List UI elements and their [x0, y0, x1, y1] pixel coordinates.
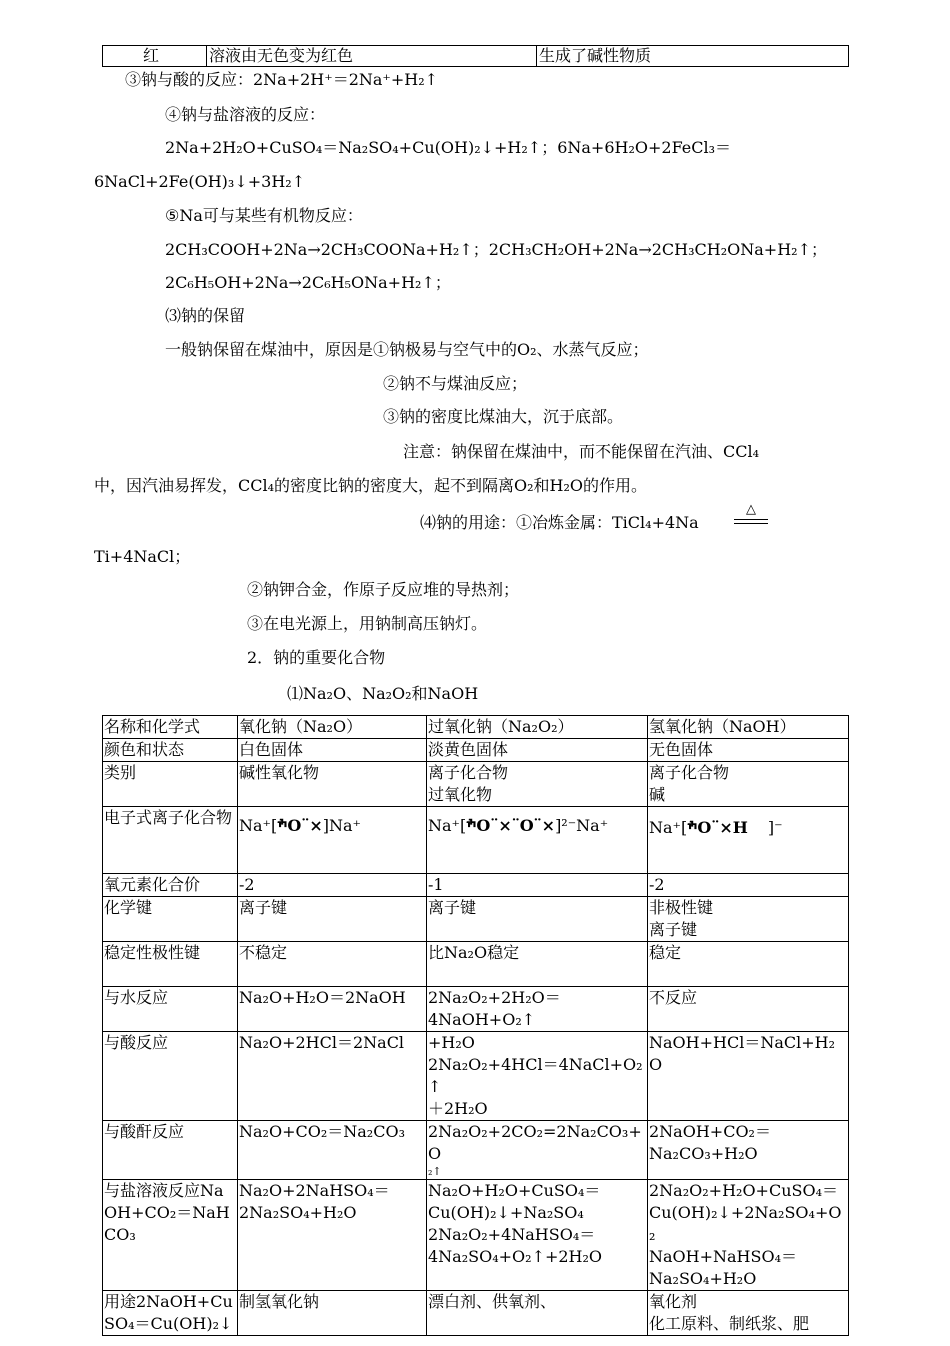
cell	[427, 1180, 648, 1291]
row-label: 与酸反应	[103, 1032, 238, 1121]
cell-line: 化工原料、制纸浆、肥	[649, 1314, 810, 1333]
top-cell-phenomenon: 溶液由无色变为红色	[207, 46, 537, 67]
table-row	[103, 807, 849, 874]
table-row	[103, 874, 849, 897]
row-label: 类别	[103, 762, 238, 807]
table-header-row	[103, 716, 849, 739]
line-organic-equations-2: 2C₆H₅OH+2Na→2C₆H₅ONa+H₂↑；	[165, 273, 451, 292]
cell-line: 非极性键	[649, 898, 714, 917]
cell	[648, 1121, 849, 1180]
line-uses-3: ③在电光源上，用钠制高压钠灯。	[247, 614, 488, 633]
cell	[648, 897, 849, 942]
cell	[427, 1121, 648, 1180]
cell: 漂白剂、供氧剂、	[427, 1291, 648, 1336]
row-label: 氧元素化合价	[103, 874, 238, 897]
row-label: 与盐溶液反应NaOH+CO₂＝NaHCO₃	[103, 1180, 238, 1291]
cell	[427, 987, 648, 1032]
cell-line: 离子键	[649, 920, 698, 939]
cell	[427, 762, 648, 807]
cell-line: Na₂CO₃+H₂O	[649, 1144, 758, 1163]
table-row	[103, 739, 849, 762]
cell-line: Na₂SO₄+H₂O	[649, 1269, 757, 1288]
cell	[648, 1291, 849, 1336]
cell-line: 2Na₂SO₄+H₂O	[239, 1203, 357, 1222]
line-uses-1: ⑷钠的用途：①冶炼金属：TiCl₄+4Na	[420, 513, 699, 532]
cell-line: Cu(OH)₂↓+2Na₂SO₄+O₂	[649, 1203, 842, 1244]
line-note-2: 中，因汽油易挥发，CCl₄的密度比钠的密度大，起不到隔离O₂和H₂O的作用。	[94, 476, 648, 495]
cell	[648, 762, 849, 807]
cell-line: Cu(OH)₂↓+Na₂SO₄	[428, 1203, 584, 1222]
header-na2o: 氧化钠（Na₂O）	[238, 716, 427, 739]
top-table-row	[102, 45, 849, 67]
section-compounds-heading: 2．钠的重要化合物	[247, 648, 386, 667]
cell: 碱性氧化物	[238, 762, 427, 807]
cell: 不稳定	[238, 942, 427, 987]
line-storage-reason-3: ③钠的密度比煤油大，沉于底部。	[383, 407, 624, 426]
electron-formula-na2o	[238, 807, 427, 874]
table-row	[103, 1291, 849, 1336]
cell-line: 2Na₂O₂+2CO₂=2Na₂CO₃+O	[428, 1122, 642, 1163]
electron-dots: ׯO¨×	[277, 816, 323, 835]
line-storage-reason-2: ②钠不与煤油反应；	[383, 374, 528, 393]
line-note-1: 注意：钠保留在煤油中，而不能保留在汽油、CCl₄	[403, 442, 760, 461]
cell: Na₂O+H₂O＝2NaOH	[238, 987, 427, 1032]
table-row	[103, 1032, 849, 1121]
electron-dots: ׯO¨×¨O¨×	[466, 816, 556, 835]
line-storage-reason-1: 一般钠保留在煤油中，原因是①钠极易与空气中的O₂、水蒸气反应；	[165, 340, 649, 359]
row-label: 电子式离子化合物	[103, 807, 238, 874]
row-label: 用途2NaOH+CuSO₄＝Cu(OH)₂↓	[103, 1291, 238, 1336]
cell: 比Na₂O稳定	[427, 942, 648, 987]
compounds-table	[102, 715, 849, 1336]
table-row	[103, 942, 849, 987]
formula-part: ]⁻	[767, 818, 783, 837]
table-row	[103, 1121, 849, 1180]
cell-line: 离子化合物	[428, 763, 509, 782]
cell: 无色固体	[648, 739, 849, 762]
formula-part: ]Na⁺	[322, 816, 361, 835]
cell-line: 2Na₂O₂+4HCl＝4NaCl+O₂↑	[428, 1055, 643, 1096]
cell: 制氢氧化钠	[238, 1291, 427, 1336]
row-label: 化学键	[103, 897, 238, 942]
delta-glyph: △	[746, 502, 756, 517]
line-salt-equations-1: 2Na+2H₂O+CuSO₄＝Na₂SO₄+Cu(OH)₂↓+H₂↑；6Na+6H₂O+2FeCl₃＝	[165, 138, 732, 157]
cell-line: Na₂O+H₂O+CuSO₄＝	[428, 1181, 601, 1200]
cell	[648, 1180, 849, 1291]
cell-line: 碱	[649, 785, 666, 804]
row-label: 与水反应	[103, 987, 238, 1032]
cell-line: 4NaOH+O₂↑	[428, 1010, 536, 1029]
formula-part: Na⁺[	[239, 816, 278, 835]
cell: -1	[427, 874, 648, 897]
line-uses-2: ②钠钾合金，作原子反应堆的导热剂；	[247, 580, 520, 599]
cell: 离子键	[427, 897, 648, 942]
formula-part: ]²⁻Na⁺	[555, 816, 609, 835]
table-row	[103, 762, 849, 807]
header-naoh: 氢氧化钠（NaOH）	[648, 716, 849, 739]
cell: 稳定	[648, 942, 849, 987]
cell: 离子键	[238, 897, 427, 942]
row-label: 与酸酐反应	[103, 1121, 238, 1180]
table-row	[103, 897, 849, 942]
table-row	[103, 987, 849, 1032]
header-name: 名称和化学式	[103, 716, 238, 739]
line-organic-heading: ⑤Na可与某些有机物反应：	[165, 206, 363, 225]
double-equals-line	[734, 519, 768, 524]
cell: 不反应	[648, 987, 849, 1032]
cell: NaOH+HCl＝NaCl+H₂O	[648, 1032, 849, 1121]
electron-dots: ׯO¨×H	[687, 818, 748, 837]
electron-formula-na2o2	[427, 807, 648, 874]
cell-line: 2Na₂O₂+4NaHSO₄＝	[428, 1225, 596, 1244]
cell	[427, 1032, 648, 1121]
header-na2o2: 过氧化钠（Na₂O₂）	[427, 716, 648, 739]
cell-line: 2NaOH+CO₂＝	[649, 1122, 771, 1141]
cell	[238, 1180, 427, 1291]
cell: 白色固体	[238, 739, 427, 762]
cell-line: Na₂O+2NaHSO₄＝	[239, 1181, 390, 1200]
cell-line: 过氧化物	[428, 785, 493, 804]
cell-line: ₂↑	[428, 1165, 442, 1178]
top-cell-color: 红	[103, 46, 207, 67]
top-cell-conclusion: 生成了碱性物质	[537, 46, 849, 67]
electron-formula-naoh	[648, 807, 849, 874]
line-salt-equations-2: 6NaCl+2Fe(OH)₃↓+3H₂↑	[94, 172, 306, 191]
row-label: 稳定性极性键	[103, 942, 238, 987]
cell: -2	[238, 874, 427, 897]
formula-part: Na⁺[	[428, 816, 467, 835]
cell-line: 2Na₂O₂+2H₂O＝	[428, 988, 561, 1007]
row-label: 颜色和状态	[103, 739, 238, 762]
line-acid-reaction: ③钠与酸的反应：2Na+2H⁺＝2Na⁺+H₂↑	[125, 70, 439, 89]
cell-line: NaOH+NaHSO₄＝	[649, 1247, 798, 1266]
table-row	[103, 1180, 849, 1291]
cell-line: 4Na₂SO₄+O₂↑+2H₂O	[428, 1247, 603, 1266]
cell-line: 氧化剂	[649, 1292, 698, 1311]
line-organic-equations-1: 2CH₃COOH+2Na→2CH₃COONa+H₂↑；2CH₃CH₂OH+2Na→2CH₃CH₂ONa+H₂↑；	[165, 240, 827, 259]
cell-line: 离子化合物	[649, 763, 730, 782]
cell: -2	[648, 874, 849, 897]
cell: Na₂O+CO₂＝Na₂CO₃	[238, 1121, 427, 1180]
line-uses-1-cont: Ti+4NaCl；	[94, 547, 191, 566]
line-salt-solution-heading: ④钠与盐溶液的反应：	[165, 105, 326, 124]
heat-symbol	[734, 503, 768, 524]
subsection-heading: ⑴Na₂O、Na₂O₂和NaOH	[287, 684, 479, 703]
cell: Na₂O+2HCl＝2NaCl	[238, 1032, 427, 1121]
section-storage-heading: ⑶钠的保留	[165, 306, 246, 325]
cell-line: +H₂O	[428, 1033, 475, 1052]
formula-part: Na⁺[	[649, 818, 688, 837]
cell-line: ＋2H₂O	[428, 1099, 488, 1118]
cell-line: 2Na₂O₂+H₂O+CuSO₄＝	[649, 1181, 839, 1200]
cell: 淡黄色固体	[427, 739, 648, 762]
